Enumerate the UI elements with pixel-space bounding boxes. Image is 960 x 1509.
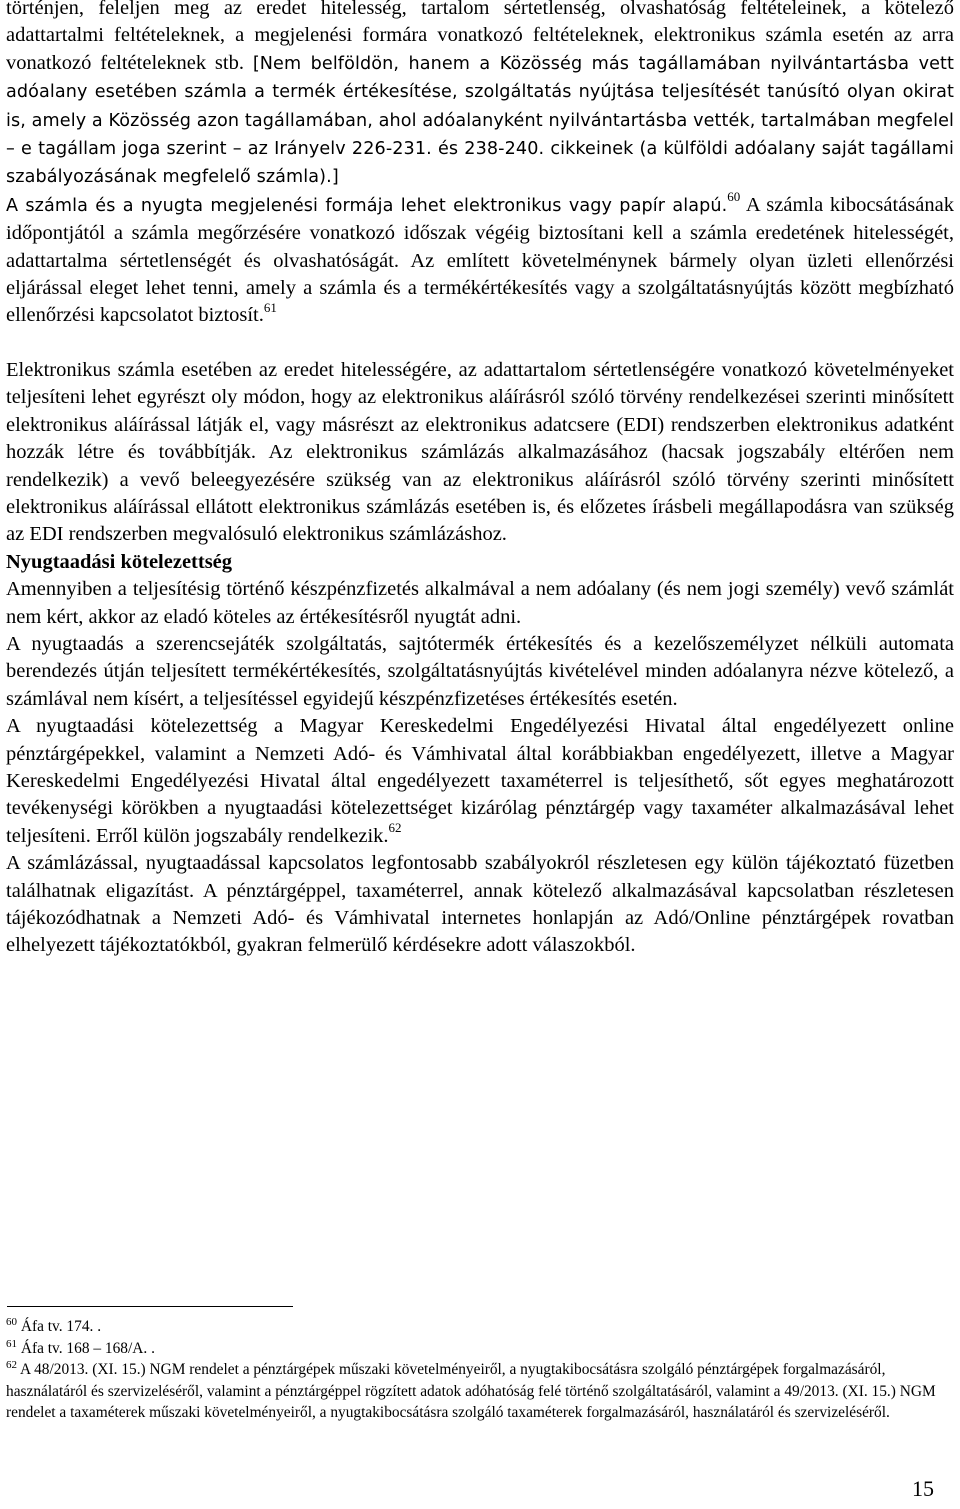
footnote-text: Áfa tv. 168 – 168/A. . <box>17 1339 155 1357</box>
section-heading: Nyugtaadási kötelezettség <box>6 550 233 573</box>
paragraph-receipt-scope: A nyugtaadás a szerencsejáték szolgáltatás, sajtótermék értékesítés és a kezelőszemélyzet nélküli automata berendezés útján teljesített termékértékesítés, szolgáltatásnyújtás kivételével minden adóalanyra nézve kötelező, a számlával nem kísért, a teljesítéssel egyidejű készpénzfizetéses értékesítés esetén. <box>6 632 954 710</box>
footnote-marker: 62 <box>6 1359 17 1372</box>
paragraph-text: történjen, feleljen meg az eredet hitelesség, tartalom sértetlenség, olvashatóság feltételeinek, a kötelező adattartalmi feltételeknek, a megjelenési formára vonatkozó feltételeknek, elektronikus számla esetén az arra vonatkozó feltételeknek stb. <box>6 0 954 74</box>
footnotes <box>6 1316 951 1424</box>
paragraph-invoice-conditions <box>6 0 954 192</box>
footnote-ref-60[interactable]: 60 <box>727 189 741 205</box>
footnote-ref-62[interactable]: 62 <box>388 819 402 835</box>
paragraph-text: A számla kibocsátásának időpontjától a számla megőrzésére vonatkozó időszak végéig biztosítani kell a számla eredetének hitelességét, adattartalma sértetlenségét és olvashatóságát. Az említett követelménynek bármely olyan üzleti ellenőrzési eljárással eleget lehet tenni, amely a számla és a termékértékesítés vagy a szolgáltatásnyújtás között megbízható ellenőrzési kapcsolatot biztosít. <box>6 193 954 327</box>
paragraph-electronic-invoice: Elektronikus számla esetében az eredet hitelességére, az adattartalom sértetlenségére vonatkozó követelményeket teljesíteni lehet egyrészt oly módon, hogy az elektronikus aláírásról szóló törvény rendelkezései szerinti minősített elektronikus aláírással látják el, vagy másrészt az elektronikus adatcsere (EDI) rendszerben elektronikus adatként hozzák létre és továbbítják. Az elektronikus számlázás alkalmazásához (hacsak jogszabály eltérően nem rendelkezik) a vevő beleegyezésére szükség van az elektronikus aláírásról szóló törvény szerinti minősített elektronikus aláírással ellátott elektronikus számlázás esetében is, és előzetes írásbeli megállapodásra van szükség az EDI rendszerben megvalósuló elektronikus számlázáshoz. <box>6 358 954 546</box>
paragraph-cash-register <box>6 713 954 850</box>
footnote-62 <box>6 1359 951 1424</box>
page-number: 15 <box>912 1476 934 1501</box>
paragraph-information: A számlázással, nyugtaadással kapcsolatos legfontosabb szabályokról részletesen egy külön tájékoztató füzetben találhatnak eligazítást. A pénztárgéppel, taxaméterrel, annak kötelező alkalmazásával kapcsolatban részletesen tájékozódhatnak a Nemzeti Adó- és Vámhivatal internetes honlapján az Adó/Online pénztárgépek rovatban elhelyezett tájékoztatókból, gyakran felmerülő kérdésekre adott válaszokból. <box>6 852 954 957</box>
paragraph-text-amendment: [Nem belföldön, hanem a Közösség más tagállamában nyilvántartásba vett adóalany esetében számla a termék értékesítése, szolgáltatás nyújtása teljesítését tanúsító olyan okirat is, amely a Közösség azon tagállamában, ahol adóalanyként nyilvántartásba vették, tartalmában megfelel – e tagállam joga szerint – az Irányelv 226-231. és 238-240. cikkeinek (a külföldi adóalany saját tagállami szabályozásának megfelelő számla).] <box>6 53 954 188</box>
footnote-text: Áfa tv. 174. . <box>17 1318 102 1335</box>
footnote-marker: 60 <box>6 1315 17 1328</box>
footnote-60 <box>6 1316 951 1338</box>
footnote-61 <box>6 1338 951 1360</box>
footnote-marker: 61 <box>6 1337 17 1350</box>
paragraph-receipt-form <box>6 189 954 330</box>
footnote-ref-61[interactable]: 61 <box>263 299 277 315</box>
paragraph-text: A nyugtaadási kötelezettség a Magyar Kereskedelmi Engedélyezési Hivatal által engedélyezett online pénztárgépekkel, valamint a Nemzeti Adó- és Vámhivatal által korábbiakban engedélyezett, illetve a Magyar Kereskedelmi Engedélyezési Hivatal által engedélyezett taxaméterrel is teljesíthető, sőt egyes meghatározott tevékenységi körökben a nyugtaadási kötelezettséget kizárólag pénztárgép vagy taxaméter alkalmazásával lehet teljesíteni. Erről külön jogszabály rendelkezik. <box>6 715 954 847</box>
paragraph-text-amendment: A számla és a nyugta megjelenési formája lehet elektronikus vagy papír alapú. <box>6 195 728 216</box>
footnote-text: A 48/2013. (XI. 15.) NGM rendelet a pénztárgépek műszaki követelményeiről, a nyugtakibocsátásra szolgáló pénztárgépek forgalmazásáról, használatáról és szervizeléséről, valamint a pénztárgéppel rögzített adatok adóhatóság felé történő szolgáltatásáról, valamint a 49/2013. (XI. 15.) NGM rendelet a taxaméterek műszaki követelményeiről, a nyugtakibocsátásra szolgáló taxaméterek forgalmazásáról, használatáról és szervizeléséről. <box>6 1361 936 1422</box>
footnote-separator <box>7 1306 293 1307</box>
paragraph-receipt-obligation: Amennyiben a teljesítésig történő készpénzfizetés alkalmával a nem adóalany (és nem jogi személy) vevő számlát nem kért, akkor az eladó köteles az értékesítésről nyugtát adni. <box>6 578 954 628</box>
body-text <box>6 0 954 960</box>
paragraph-gap <box>6 330 954 357</box>
